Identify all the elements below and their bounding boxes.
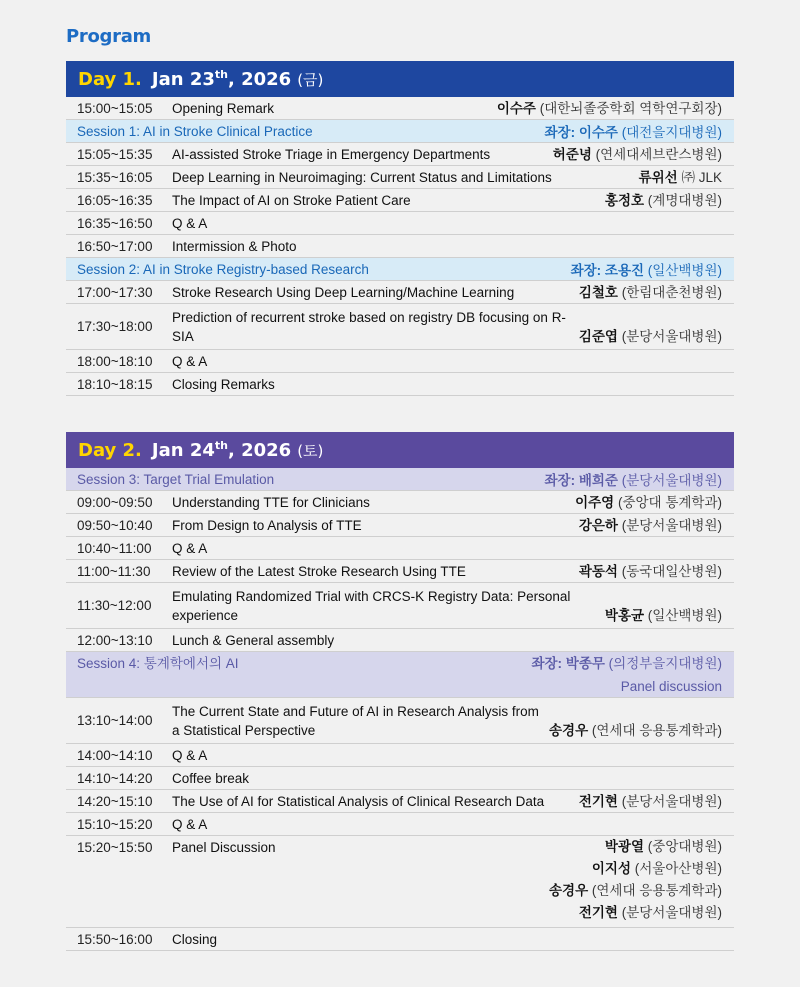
row-time: 18:10~18:15 (77, 376, 153, 392)
row-time: 15:20~15:50 (77, 839, 153, 855)
row-time: 16:35~16:50 (77, 215, 153, 231)
speaker-name: 이수주 (496, 100, 536, 116)
schedule-row (66, 166, 734, 189)
row-title: Panel Discussion (172, 839, 276, 855)
schedule-row (66, 836, 734, 928)
schedule-row (66, 629, 734, 652)
speaker-name: 박광열 (604, 839, 645, 854)
row-title: Q & A (172, 540, 208, 556)
schedule-row (66, 790, 734, 813)
panel-discussion-label: Panel discussion (620, 678, 722, 694)
session-header (66, 258, 734, 281)
panel-speaker (549, 880, 722, 902)
speaker-affiliation: (한림대춘천병원) (621, 284, 722, 300)
speaker-affiliation: (일산백병원) (647, 608, 722, 623)
day2-date-sup: th (214, 439, 228, 452)
row-speaker (722, 537, 734, 559)
speaker-affiliation: (동국대일산병원) (621, 563, 722, 579)
speaker-name: 송경우 (548, 723, 589, 738)
row-time: 09:50~10:40 (77, 517, 153, 533)
row-time: 15:35~16:05 (77, 169, 153, 185)
row-time: 17:30~18:00 (77, 319, 153, 334)
schedule-row (66, 97, 734, 120)
chair-affiliation: (대전을지대병원) (621, 125, 722, 140)
schedule-row (66, 767, 734, 790)
row-speaker (579, 514, 734, 536)
speaker-affiliation: ㈜ JLK (681, 169, 722, 185)
row-time: 10:40~11:00 (77, 540, 152, 556)
speaker-name: 강은하 (578, 517, 618, 533)
day2-date (152, 439, 291, 461)
session-title: Session 2: AI in Stroke Registry-based Research (77, 261, 369, 277)
row-speaker (639, 166, 734, 188)
session-chair (545, 469, 723, 489)
session-header (66, 468, 734, 491)
day2-year: , 2026 (227, 440, 292, 461)
row-speaker (579, 304, 734, 349)
speaker-affiliation: (분당서울대병원) (621, 517, 722, 533)
row-time: 14:20~15:10 (77, 793, 153, 809)
speaker-affiliation: (계명대병원) (647, 192, 722, 208)
speaker-name: 박홍균 (604, 608, 645, 623)
row-title: Q & A (172, 747, 208, 763)
speaker-affiliation: (대한뇌졸중학회 역학연구회장) (539, 100, 722, 116)
row-title: Q & A (172, 215, 208, 231)
row-speaker (497, 97, 734, 119)
day2-schedule (66, 432, 734, 951)
row-time: 15:50~16:00 (77, 931, 153, 947)
chair-label: 좌장: 박종무 (531, 655, 605, 671)
chair-label: 좌장: 조용진 (570, 263, 645, 278)
page-title: Program (66, 26, 151, 47)
row-speaker (549, 698, 734, 743)
row-title: The Impact of AI on Stroke Patient Care (172, 192, 411, 208)
speaker-affiliation: (중앙대 통계학과) (617, 494, 722, 510)
schedule-row (66, 583, 734, 629)
panel-speaker (605, 836, 722, 858)
day1-header (66, 61, 734, 97)
day1-schedule (66, 61, 734, 396)
session-title: Session 1: AI in Stroke Clinical Practice (77, 123, 313, 139)
row-speaker (722, 212, 734, 234)
chair-label: 좌장: 배희준 (544, 473, 618, 488)
row-time: 11:00~11:30 (77, 563, 151, 579)
day1-date-text: Jan 23 (151, 69, 215, 90)
session-title: Session 4: 통계학에서의 AI (77, 655, 239, 671)
speaker-name: 전기현 (578, 905, 618, 920)
day2-label: Day 2. (78, 439, 142, 461)
row-time: 16:05~16:35 (77, 192, 153, 208)
row-title: Deep Learning in Neuroimaging: Current Status and Limitations (172, 169, 552, 185)
speaker-affiliation: (연세대 응용통계학과) (591, 883, 722, 898)
row-title: Closing Remarks (172, 376, 275, 392)
session-chair (545, 121, 723, 141)
row-title: Coffee break (172, 770, 250, 786)
schedule-row (66, 928, 734, 951)
day1-weekday: (금) (297, 70, 324, 89)
session-chair (571, 259, 722, 279)
row-speakers (549, 836, 734, 924)
speaker-name: 곽동석 (578, 563, 618, 579)
row-speaker (579, 560, 734, 582)
day1-date (152, 68, 291, 90)
row-title: Closing (172, 931, 218, 947)
row-time: 17:00~17:30 (77, 284, 153, 300)
row-speaker (605, 583, 734, 628)
row-time: 11:30~12:00 (77, 598, 152, 613)
row-title: Intermission & Photo (172, 238, 297, 254)
panel-speaker (579, 902, 722, 924)
row-speaker (722, 767, 734, 789)
row-speaker (579, 790, 734, 812)
day1-date-sup: th (214, 68, 228, 81)
session-header (66, 652, 734, 698)
speaker-name: 김철호 (578, 284, 618, 300)
row-speaker (722, 928, 734, 950)
speaker-name: 전기현 (578, 793, 618, 809)
schedule-row (66, 537, 734, 560)
session-title: Session 3: Target Trial Emulation (77, 471, 275, 487)
row-title: The Use of AI for Statistical Analysis of Clinical Research Data (172, 793, 545, 809)
chair-affiliation: (일산백병원) (647, 263, 722, 278)
row-title: Q & A (172, 816, 208, 832)
row-speaker (722, 350, 734, 372)
row-time: 12:00~13:10 (77, 632, 153, 648)
schedule-row (66, 744, 734, 767)
row-speaker (605, 189, 734, 211)
chair-label: 좌장: 이수주 (544, 125, 618, 140)
row-title: Emulating Randomized Trial with CRCS-K Registry Data: Personal experience (172, 588, 571, 623)
day2-date-text: Jan 24 (151, 440, 215, 461)
row-time: 09:00~09:50 (77, 494, 153, 510)
row-title: Q & A (172, 353, 208, 369)
row-time: 15:00~15:05 (77, 100, 153, 116)
day1-year: , 2026 (227, 69, 292, 90)
schedule-row (66, 212, 734, 235)
row-speaker (722, 744, 734, 766)
row-title: Opening Remark (172, 100, 275, 116)
schedule-row (66, 560, 734, 583)
speaker-affiliation: (연세대세브란스병원) (595, 146, 722, 162)
schedule-row (66, 304, 734, 350)
row-title: The Current State and Future of AI in Research Analysis from a Statistical Perspective (172, 703, 539, 738)
row-title: Review of the Latest Stroke Research Using TTE (172, 563, 466, 579)
session-header (66, 120, 734, 143)
schedule-row (66, 373, 734, 396)
day1-label: Day 1. (78, 68, 142, 90)
day2-header (66, 432, 734, 468)
speaker-affiliation: (분당서울대병원) (621, 793, 722, 809)
speaker-name: 류위선 (638, 169, 678, 185)
row-speaker (722, 629, 734, 651)
row-title: Prediction of recurrent stroke based on registry DB focusing on R-SIA (172, 309, 566, 344)
row-time: 15:10~15:20 (77, 816, 153, 832)
row-title: Understanding TTE for Clinicians (172, 494, 370, 510)
day1-rows (66, 97, 734, 396)
row-speaker (575, 491, 734, 513)
row-speaker (722, 813, 734, 835)
speaker-affiliation: (연세대 응용통계학과) (591, 723, 722, 738)
row-speaker (553, 143, 734, 165)
speaker-name: 이주영 (575, 494, 615, 510)
speaker-affiliation: (서울아산병원) (634, 861, 722, 876)
chair-affiliation: (분당서울대병원) (621, 473, 722, 488)
row-title: From Design to Analysis of TTE (172, 517, 362, 533)
row-time: 15:05~15:35 (77, 146, 153, 162)
schedule-row (66, 491, 734, 514)
speaker-affiliation: (분당서울대병원) (621, 329, 722, 344)
row-time: 16:50~17:00 (77, 238, 153, 254)
row-time: 14:00~14:10 (77, 747, 153, 763)
row-title: Stroke Research Using Deep Learning/Machine Learning (172, 284, 515, 300)
row-time: 14:10~14:20 (77, 770, 153, 786)
speaker-name: 허준녕 (552, 146, 592, 162)
schedule-row (66, 813, 734, 836)
chair-affiliation: (의정부을지대병원) (608, 655, 722, 671)
speaker-name: 송경우 (548, 883, 589, 898)
row-time: 18:00~18:10 (77, 353, 153, 369)
schedule-row (66, 235, 734, 258)
row-title: AI-assisted Stroke Triage in Emergency Departments (172, 146, 491, 162)
panel-speaker (592, 858, 722, 880)
speaker-affiliation: (중앙대병원) (647, 839, 722, 854)
schedule-row (66, 281, 734, 304)
schedule-row (66, 350, 734, 373)
speaker-name: 홍정호 (604, 192, 645, 208)
row-title: Lunch & General assembly (172, 632, 335, 648)
day2-rows (66, 468, 734, 951)
session-chair (531, 652, 722, 675)
schedule-row (66, 514, 734, 537)
row-speaker (722, 235, 734, 257)
speaker-name: 김준엽 (578, 329, 618, 344)
schedule-row (66, 698, 734, 744)
speaker-name: 이지성 (591, 861, 631, 876)
row-time: 13:10~14:00 (77, 713, 153, 728)
day2-weekday: (토) (297, 441, 324, 460)
schedule-row (66, 189, 734, 212)
row-speaker (722, 373, 734, 395)
speaker-affiliation: (분당서울대병원) (621, 905, 722, 920)
schedule-row (66, 143, 734, 166)
row-speaker (579, 281, 734, 303)
